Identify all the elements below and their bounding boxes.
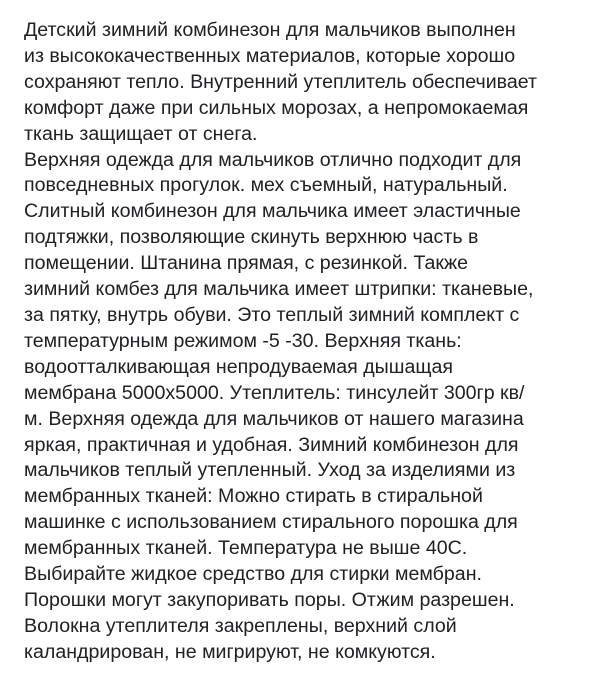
text-line: зимний комбез для мальчика имеет штрипки: тканевые, — [24, 278, 534, 301]
description-paragraph-2 — [24, 148, 584, 666]
text-line: ткань защищает от снега. — [24, 122, 258, 145]
description-paragraph-1 — [24, 18, 584, 148]
text-line: за пятку, внутрь обуви. Это теплый зимний комплект с — [24, 303, 520, 326]
text-line: Верхняя одежда для мальчиков отлично подходит для — [24, 148, 522, 171]
text-line: подтяжки, позволяющие скинуть верхнюю часть в — [24, 226, 479, 249]
text-line: мембранных тканей: Можно стирать в стиральной — [24, 485, 483, 508]
text-line: температурным режимом -5 -30. Верхняя ткань: — [24, 329, 462, 352]
text-line: Порошки могут закупоривать поры. Отжим разрешен. — [24, 588, 515, 611]
text-line: машинке с использованием стирального порошка для — [24, 511, 518, 534]
text-line: Детский зимний комбинезон для мальчиков выполнен — [24, 19, 516, 41]
text-line: мембранных тканей. Температура не выше 40С. — [24, 537, 468, 560]
text-line: Выбирайте жидкое средство для стирки мембран. — [24, 563, 482, 586]
text-line: мембрана 5000х5000. Утеплитель: тинсулейт 300гр кв/ — [24, 381, 525, 404]
text-line: водоотталкивающая непродуваемая дышащая — [24, 355, 453, 378]
text-line: из высококачественных материалов, которые хорошо — [24, 44, 516, 67]
text-line: комфорт даже при сильных морозах, а непромокаемая — [24, 96, 529, 119]
text-line: сохраняют тепло. Внутренний утеплитель обеспечивает — [24, 70, 537, 93]
text-line: м. Верхняя одежда для мальчиков от нашего магазина — [24, 407, 524, 430]
text-line: повседневных прогулок. мех съемный, натуральный. — [24, 174, 508, 197]
text-line: мальчиков теплый утепленный. Уход за изделиями из — [24, 459, 516, 482]
text-line: Волокна утеплителя закреплены, верхний слой — [24, 614, 457, 637]
text-line: помещении. Штанина прямая, с резинкой. Также — [24, 252, 469, 275]
text-line: яркая, практичная и удобная. Зимний комбинезон для — [24, 433, 519, 456]
product-description — [24, 18, 584, 666]
text-line: Слитный комбинезон для мальчика имеет эластичные — [24, 200, 521, 223]
text-line: каландрирован, не мигрируют, не комкуются. — [24, 640, 436, 663]
